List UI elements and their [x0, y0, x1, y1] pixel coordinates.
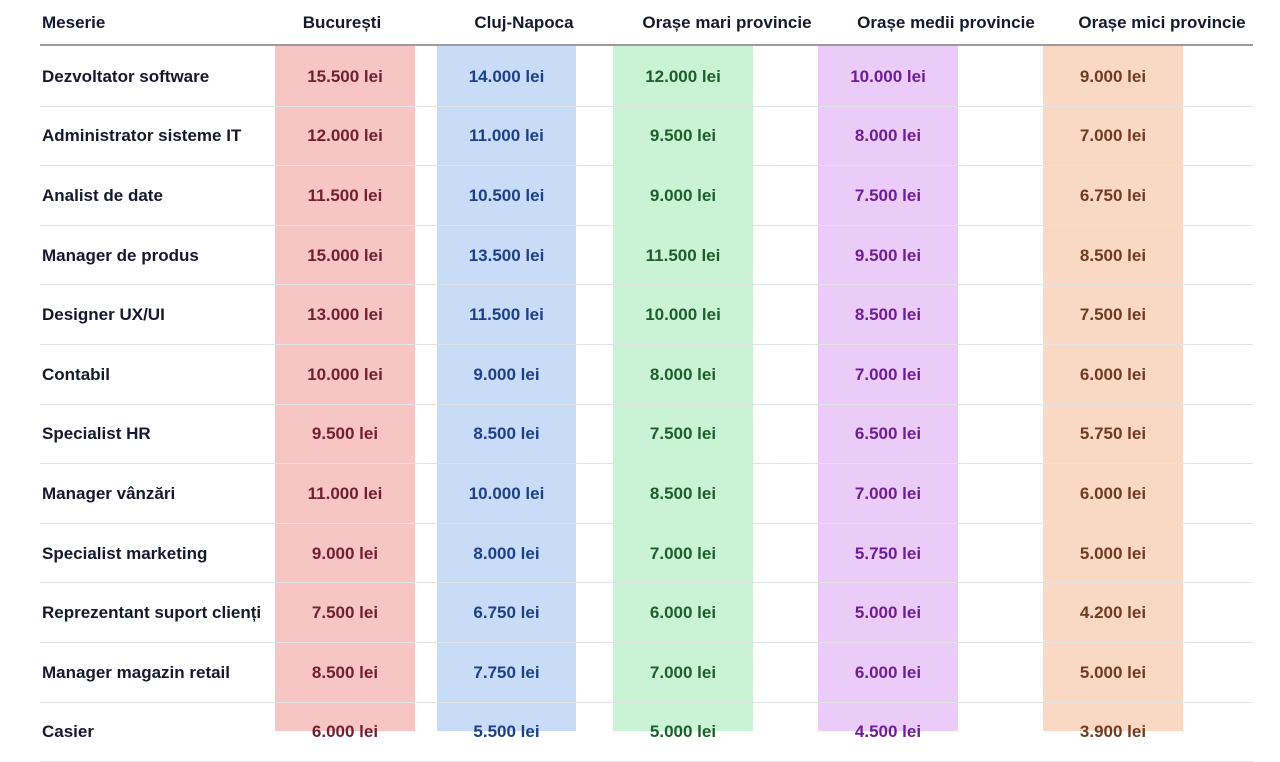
header-divider [40, 44, 1253, 46]
salary-value: 9.000 lei [1079, 66, 1147, 86]
profession-label: Manager vânzări [42, 483, 176, 503]
column-header-orase-mici: Orașe mici provincie [1078, 13, 1246, 32]
salary-value: 10.000 lei [645, 305, 721, 325]
salary-value: 6.000 lei [854, 662, 922, 682]
salary-value: 8.000 lei [473, 543, 540, 563]
salary-value: 7.000 lei [854, 483, 922, 503]
salary-value: 7.000 lei [854, 364, 922, 384]
profession-label: Casier [42, 722, 94, 742]
salary-value: 7.500 lei [311, 603, 379, 623]
salary-value: 5.750 lei [1079, 424, 1147, 444]
salary-value: 10.000 lei [468, 483, 545, 503]
column-header-bucuresti: București [302, 13, 382, 32]
table-row [0, 464, 1280, 524]
salary-value: 11.000 lei [469, 126, 544, 146]
profession-label: Designer UX/UI [42, 305, 165, 325]
salary-value: 9.000 lei [473, 364, 540, 384]
column-header-orase-mari: Orașe mari provincie [642, 13, 812, 32]
profession-label: Manager de produs [42, 245, 199, 265]
salary-value: 6.000 lei [649, 603, 717, 623]
table-row [0, 703, 1280, 762]
table-row [0, 226, 1280, 286]
salary-value: 8.000 lei [649, 364, 717, 384]
salary-value: 12.000 lei [307, 126, 383, 146]
salary-value: 10.000 lei [307, 364, 383, 384]
salary-value: 7.750 lei [473, 662, 540, 682]
salary-value: 7.000 lei [1079, 126, 1147, 146]
salary-value: 12.000 lei [645, 66, 721, 86]
salary-value: 8.500 lei [1079, 245, 1147, 265]
salary-value: 5.750 lei [854, 543, 922, 563]
salary-value: 6.000 lei [311, 722, 379, 742]
salary-value: 7.000 lei [649, 543, 717, 563]
table-row [0, 285, 1280, 345]
salary-value: 8.500 lei [473, 424, 540, 444]
salary-value: 6.500 lei [854, 424, 922, 444]
salary-value: 11.500 lei [645, 245, 721, 265]
salary-value: 15.000 lei [307, 245, 383, 265]
profession-label: Dezvoltator software [42, 66, 210, 86]
table-row [0, 345, 1280, 405]
profession-label: Specialist HR [42, 424, 151, 444]
table-row [0, 583, 1280, 643]
salary-value: 6.000 lei [1079, 364, 1147, 384]
salary-value: 10.000 lei [850, 66, 926, 86]
salary-value: 9.500 lei [311, 424, 379, 444]
salary-value: 7.500 lei [649, 424, 717, 444]
salary-value: 10.500 lei [468, 185, 545, 205]
table-body [0, 47, 1280, 762]
salary-value: 7.500 lei [1079, 305, 1147, 325]
table-row [0, 643, 1280, 703]
salary-value: 11.000 lei [307, 483, 383, 503]
column-header-orase-medii: Orașe medii provincie [857, 13, 1035, 32]
column-header-cluj-napoca: Cluj-Napoca [474, 13, 574, 32]
table-row [0, 166, 1280, 226]
profession-label: Analist de date [42, 185, 163, 205]
profession-label: Administrator sisteme IT [42, 126, 242, 146]
table-row [0, 524, 1280, 584]
salary-value: 5.000 lei [1079, 662, 1147, 682]
salary-value: 6.750 lei [1079, 185, 1147, 205]
salary-value: 8.000 lei [854, 126, 922, 146]
salary-value: 13.000 lei [307, 305, 383, 325]
salary-value: 5.000 lei [1079, 543, 1147, 563]
salary-value: 4.500 lei [854, 722, 922, 742]
salary-value: 8.500 lei [854, 305, 922, 325]
salary-value: 5.000 lei [649, 722, 717, 742]
salary-value: 9.500 lei [649, 126, 717, 146]
salary-value: 4.200 lei [1079, 603, 1147, 623]
salary-value: 7.500 lei [854, 185, 922, 205]
salary-value: 14.000 lei [468, 66, 545, 86]
salary-value: 11.500 lei [307, 185, 383, 205]
salary-value: 9.000 lei [649, 185, 717, 205]
profession-label: Contabil [42, 364, 110, 384]
salary-value: 15.500 lei [307, 66, 383, 86]
salary-value: 6.000 lei [1079, 483, 1147, 503]
table-row [0, 107, 1280, 167]
profession-label: Specialist marketing [42, 543, 208, 563]
salary-value: 5.000 lei [854, 603, 922, 623]
salary-value: 9.000 lei [311, 543, 379, 563]
salary-value: 11.500 lei [469, 305, 544, 325]
salary-value: 7.000 lei [649, 662, 717, 682]
profession-label: Reprezentant suport clienți [42, 603, 262, 623]
salary-value: 8.500 lei [649, 483, 717, 503]
salary-value: 9.500 lei [854, 245, 922, 265]
salary-value: 3.900 lei [1079, 722, 1147, 742]
table-row [0, 47, 1280, 107]
profession-label: Manager magazin retail [42, 662, 231, 682]
column-header-meserie: Meserie [42, 13, 106, 32]
salary-value: 6.750 lei [473, 603, 540, 623]
salary-value: 8.500 lei [311, 662, 379, 682]
salary-value: 5.500 lei [473, 722, 540, 742]
table-row [0, 405, 1280, 465]
salary-value: 13.500 lei [468, 245, 545, 265]
